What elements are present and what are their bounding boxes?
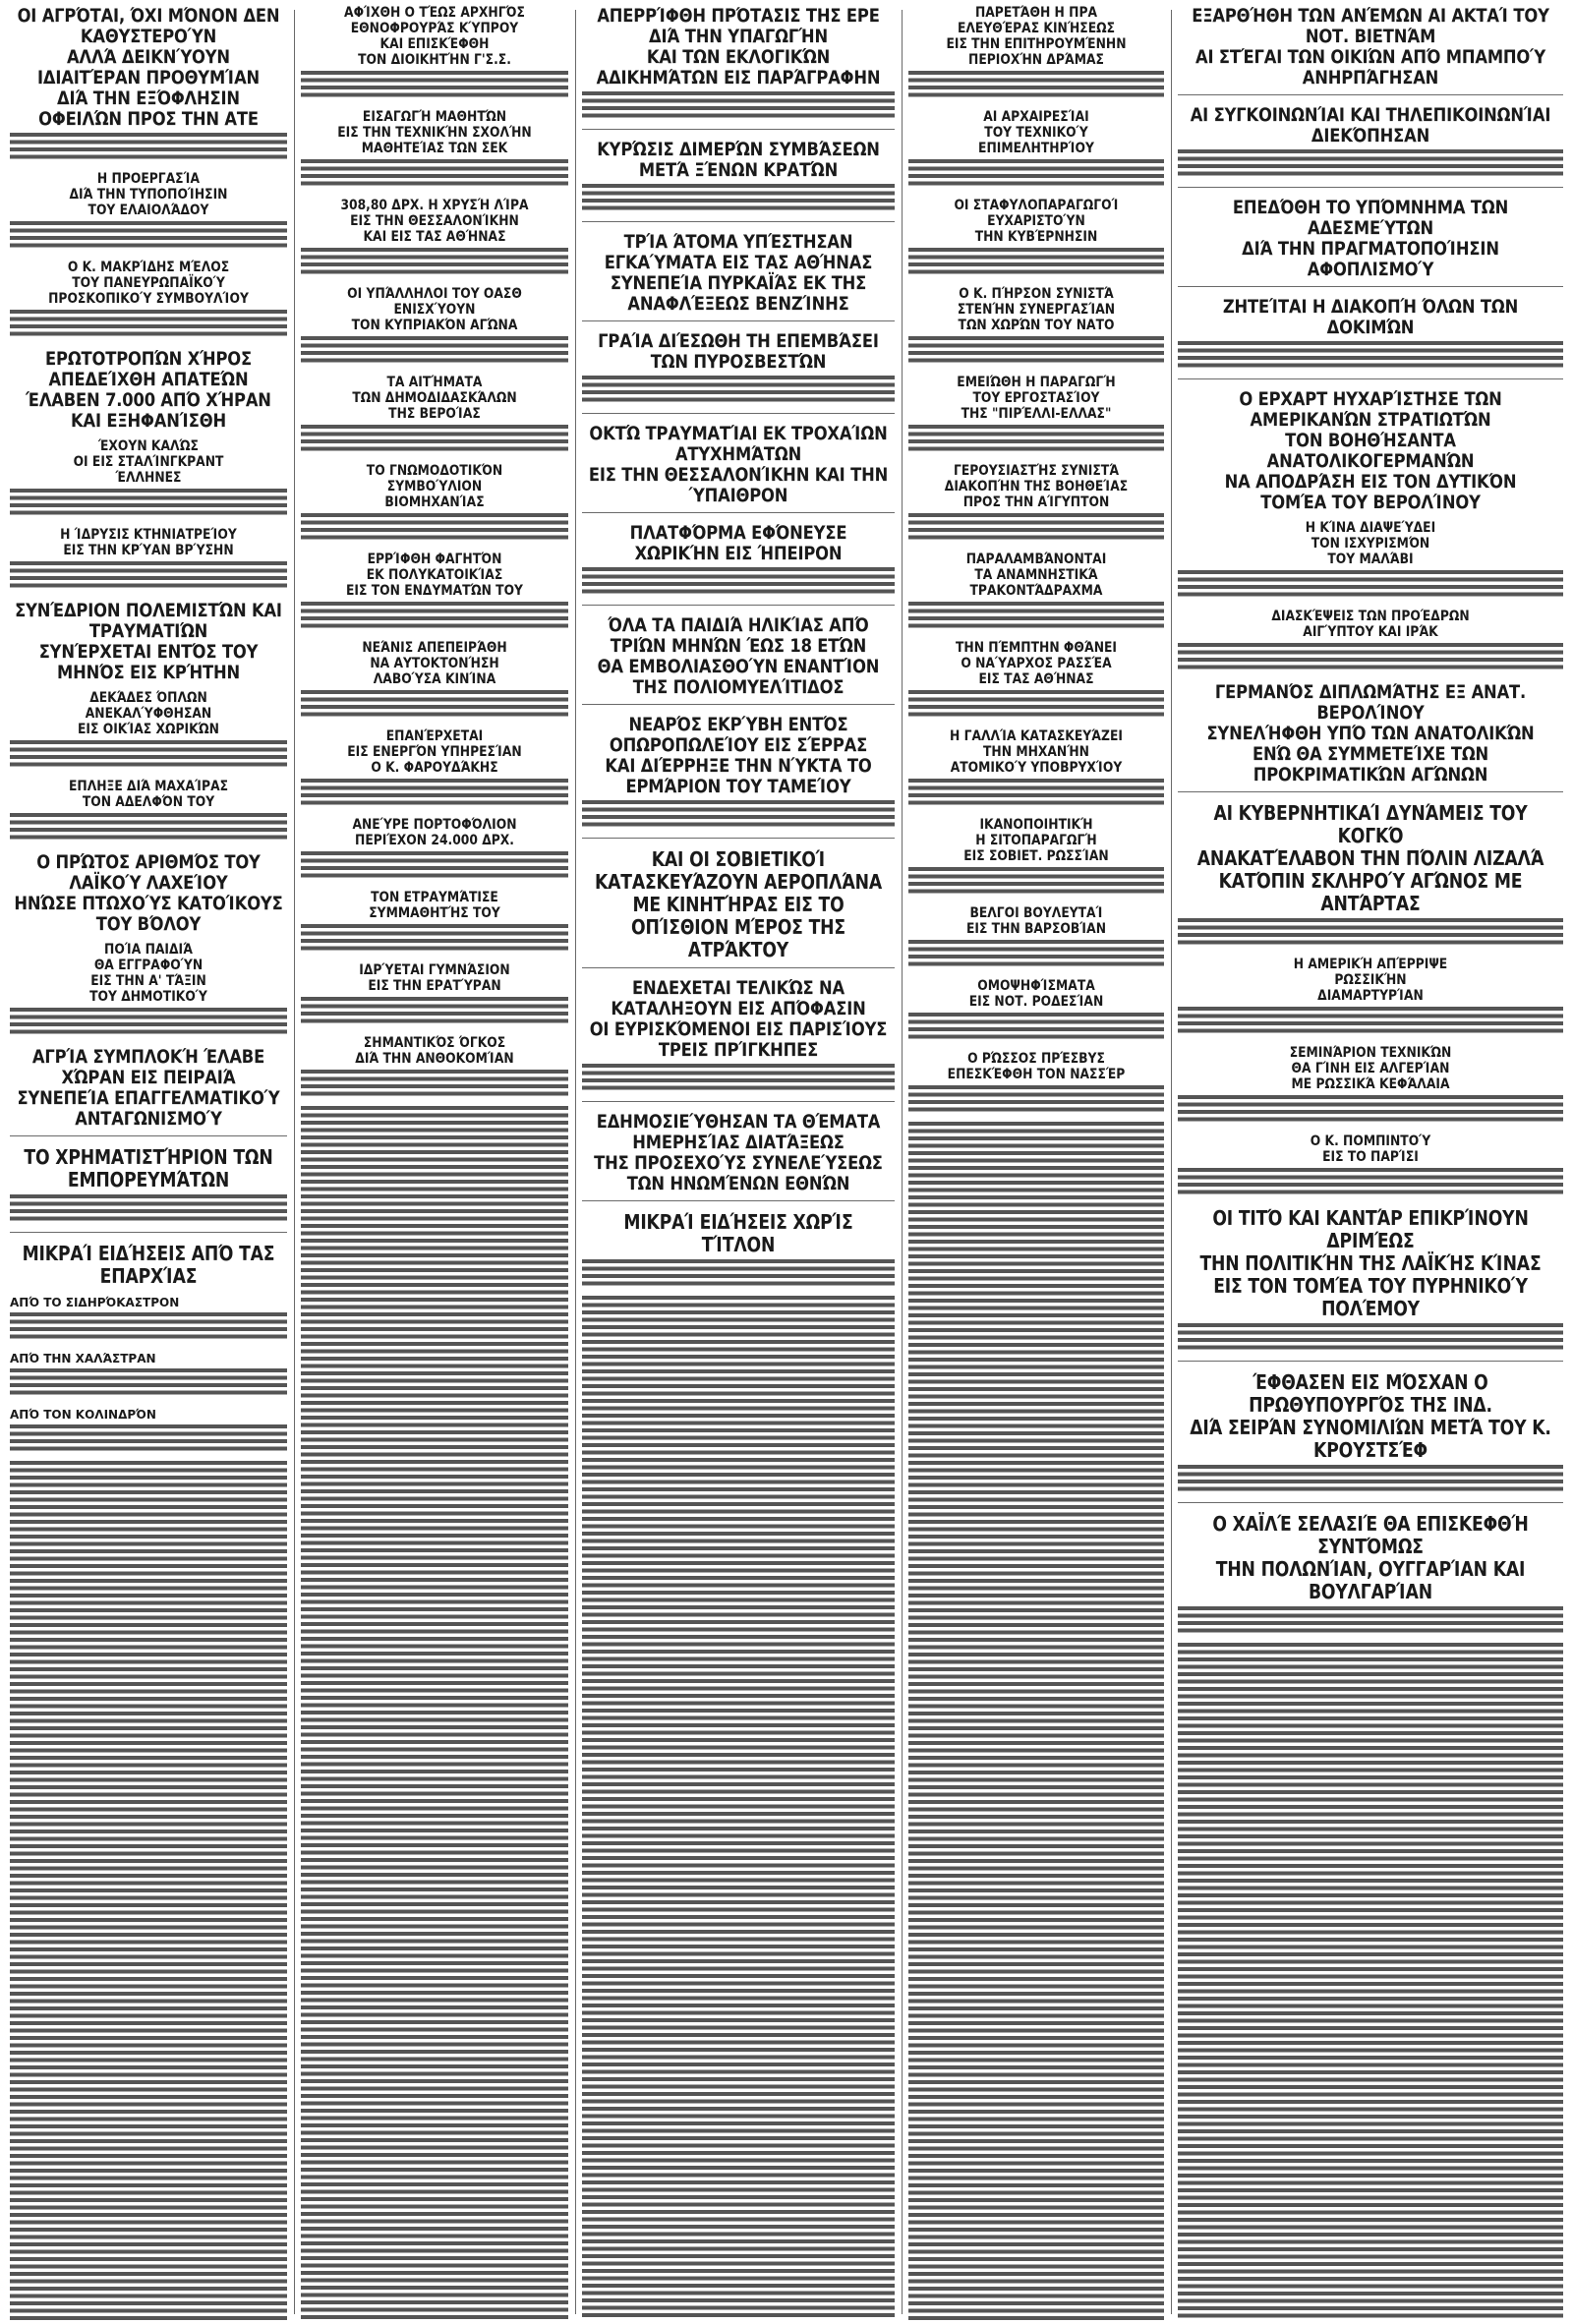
- subheadline: ΣΗΜΑΝΤΙΚΌΣ ΌΓΚΟΣ ΔΙΆ ΤΗΝ ΑΝΘΟΚΟΜΊΑΝ: [355, 1035, 514, 1067]
- subheadline: Η ΊΔΡΥΣΙΣ ΚΤΗΝΙΑΤΡΕΊΟΥ ΕΙΣ ΤΗΝ ΚΡΎΑΝ ΒΡΎΣΗΝ: [60, 527, 237, 558]
- article: [301, 0, 568, 104]
- headline: ΕΞΑΡΘΉΘΗ ΤΩΝ ΑΝΈΜΩΝ ΑΙ ΑΚΤΑΊ ΤΟΥ ΝΟΤ. ΒΙΕΤΝΆΜ ΑΙ ΣΤΈΓΑΙ ΤΩΝ ΟΙΚΙΏΝ ΑΠΌ ΜΠΑΜΠΟΎ ΑΝΗΡΠΆΓΗΣΑΝ: [1192, 5, 1549, 88]
- article: [908, 973, 1164, 1046]
- subheadline: ΕΡΡΊΦΘΗ ΦΑΓΗΤΌΝ ΕΚ ΠΟΛΥΚΑΤΟΙΚΊΑΣ ΕΙΣ ΤΟΝ ΕΝΔΥΜΑΤΏΝ ΤΟΥ: [346, 552, 523, 599]
- article: [908, 0, 1164, 104]
- article: [301, 104, 568, 193]
- article-body-text: [301, 1106, 568, 2320]
- story-divider: [1178, 791, 1563, 792]
- headline: Ο ΧΑΪΛΈ ΣΕΛΑΣΙΈ ΘΑ ΕΠΙΣΚΕΦΘΉ ΣΥΝΤΌΜΩΣ ΤΗΝ ΠΟΛΩΝΊΑΝ, ΟΥΓΓΑΡΊΑΝ ΚΑΙ ΒΟΥΛΓΑΡΊΑΝ: [1212, 1512, 1529, 1603]
- subheadline: ΓΕΡΟΥΣΙΑΣΤΉΣ ΣΥΝΙΣΤΆ ΔΙΑΚΟΠΉΝ ΤΗΣ ΒΟΗΘΕΊΑΣ ΠΡΟΣ ΤΗΝ ΑΊΓΥΠΤΟΝ: [944, 463, 1129, 510]
- subheadline: Ο ΡΏΣΣΟΣ ΠΡΈΣΒΥΣ ΕΠΕΣΚΈΦΘΗ ΤΟΝ ΝΑΣΣΈΡ: [947, 1051, 1126, 1082]
- subheadline: ΕΙΣΑΓΩΓΉ ΜΑΘΗΤΏΝ ΕΙΣ ΤΗΝ ΤΕΧΝΙΚΉΝ ΣΧΟΛΉΝ ΜΑΘΗΤΕΊΑΣ ΤΩΝ ΣΕΚ: [337, 109, 532, 156]
- article: [582, 1205, 895, 1293]
- article: [1178, 192, 1563, 282]
- subheadline: Ο Κ. ΠΟΜΠΙΝΤΟΎ ΕΙΣ ΤΟ ΠΑΡΊΣΙ: [1310, 1133, 1431, 1165]
- story-divider: [582, 512, 895, 513]
- article: [1178, 0, 1563, 90]
- article-body-text: [582, 91, 895, 121]
- article-body-text: [582, 184, 895, 213]
- article-body-text: [908, 867, 1164, 897]
- article-body-text: [10, 1008, 287, 1037]
- article-body-text: [301, 690, 568, 720]
- column-rule: [902, 10, 903, 2314]
- story-divider: [582, 838, 895, 839]
- story-divider: [1178, 378, 1563, 379]
- headline: ΑΠΕΡΡΊΦΘΗ ΠΡΌΤΑΣΙΣ ΤΗΣ ΕΡΕ ΔΙΆ ΤΗΝ ΥΠΑΓΩΓΉΝ ΚΑΙ ΤΩΝ ΕΚΛΟΓΙΚΏΝ ΑΔΙΚΗΜΆΤΩΝ ΕΙΣ ΠΑΡΆΓΡΑΦΗΝ: [596, 5, 881, 88]
- subheadline: Η ΑΜΕΡΙΚΉ ΑΠΈΡΡΙΨΕ ΡΩΣΣΙΚΉΝ ΔΙΑΜΑΡΤΥΡΊΑΝ: [1293, 957, 1448, 1004]
- headline: ΤΟ ΧΡΗΜΑΤΙΣΤΉΡΙΟΝ ΤΩΝ ΕΜΠΟΡΕΥΜΆΤΩΝ: [24, 1145, 273, 1191]
- article: [10, 774, 287, 846]
- article-body-text: [10, 1312, 287, 1342]
- article-body-text: [1178, 1606, 1563, 1636]
- article: [1178, 1365, 1563, 1498]
- story-divider: [582, 1101, 895, 1102]
- article-body-text: [1178, 149, 1563, 179]
- article: [301, 1030, 568, 1103]
- section-heading: ΑΠΌ ΤΟ ΣΙΔΗΡΌΚΑΣΤΡΟΝ: [10, 1296, 180, 1309]
- headline: ΌΛΑ ΤΑ ΠΑΙΔΙΆ ΗΛΙΚΊΑΣ ΑΠΌ ΤΡΙΏΝ ΜΗΝΏΝ ΈΩΣ 18 ΕΤΏΝ ΘΑ ΕΜΒΟΛΙΑΣΘΟΎΝ ΕΝΑΝΤΊΟΝ ΤΗΣ ΠΟΛΙΟΜΥΕΛΊΤΙΔΟΣ: [597, 614, 880, 698]
- headline: ΕΠΕΔΌΘΗ ΤΟ ΥΠΌΜΝΗΜΑ ΤΩΝ ΑΔΕΣΜΕΎΤΩΝ ΔΙΆ ΤΗΝ ΠΡΑΓΜΑΤΟΠΟΊΗΣΙΝ ΑΦΟΠΛΙΣΜΟΎ: [1232, 197, 1509, 280]
- headline: ΤΡΊΑ ΆΤΟΜΑ ΥΠΈΣΤΗΣΑΝ ΕΓΚΑΎΜΑΤΑ ΕΙΣ ΤΑΣ ΑΘΉΝΑΣ ΣΥΝΕΠΕΊΑ ΠΥΡΚΑΪΆΣ ΕΚ ΤΗΣ ΑΝΑΦΛΈΞΕΩΣ ΒΕΝΖΊΝΗΣ: [604, 231, 873, 315]
- subheadline: ΕΠΛΗΞΕ ΔΙΆ ΜΑΧΑΊΡΑΣ ΤΟΝ ΑΔΕΛΦΌΝ ΤΟΥ: [68, 779, 229, 810]
- article-body-text: [301, 924, 568, 954]
- article-body-text: [10, 1424, 287, 1454]
- story-divider: [1178, 1502, 1563, 1503]
- subheadline: ΠΑΡΕΤΆΘΗ Η ΠΡΑ ΕΛΕΥΘΈΡΑΣ ΚΙΝΉΣΕΩΣ ΕΙΣ ΤΗΝ ΕΠΙΤΗΡΟΥΜΈΝΗΝ ΠΕΡΙΟΧΉΝ ΔΡΆΜΑΣ: [946, 5, 1127, 68]
- article-body-text: [301, 602, 568, 631]
- story-divider: [582, 704, 895, 705]
- article: [10, 685, 287, 774]
- article: [10, 846, 287, 937]
- article-body-text: [1178, 643, 1563, 672]
- article: [582, 610, 895, 700]
- subheadline: ΝΕΆΝΙΣ ΑΠΕΠΕΙΡΆΘΗ ΝΑ ΑΥΤΟΚΤΟΝΉΣΗ ΛΑΒΟΎΣΑ ΚΙΝΊΝΑ: [362, 640, 507, 687]
- column-5: [1178, 0, 1563, 2324]
- article: [1178, 1201, 1563, 1357]
- article: [582, 0, 895, 125]
- article: [582, 972, 895, 1097]
- story-divider: [1178, 286, 1563, 287]
- column-3: [582, 0, 895, 2324]
- article-body-text: [908, 1013, 1164, 1042]
- article-body-text: [10, 221, 287, 251]
- article-body-text: [301, 513, 568, 543]
- article: [1178, 1507, 1563, 1640]
- subheadline: 308,80 ΔΡΧ. Η ΧΡΥΣΉ ΛΊΡΑ ΕΙΣ ΤΗΝ ΘΕΣΣΑΛΟΝΊΚΗΝ ΚΑΙ ΕΙΣ ΤΑΣ ΑΘΉΝΑΣ: [340, 198, 529, 245]
- article: [1178, 99, 1563, 183]
- article: [908, 193, 1164, 281]
- column-2: [301, 0, 568, 2324]
- subheadline: ΔΙΑΣΚΈΨΕΙΣ ΤΩΝ ΠΡΟΈΔΡΩΝ ΑΙΓΎΠΤΟΥ ΚΑΙ ΙΡΆΚ: [1271, 609, 1470, 640]
- headline: ΟΙ ΤΙΤΌ ΚΑΙ ΚΑΝΤΆΡ ΕΠΙΚΡΊΝΟΥΝ ΔΡΙΜΈΩΣ ΤΗΝ ΠΟΛΙΤΙΚΉΝ ΤΗΣ ΛΑΪΚΉΣ ΚΊΝΑΣ ΕΙΣ ΤΟΝ ΤΟΜΈΑ ΤΟΥ ΠΥΡΗΝΙΚΟΎ ΠΟΛΈΜΟΥ: [1199, 1206, 1542, 1320]
- subheadline: ΟΙ ΣΤΑΦΥΛΟΠΑΡΑΓΩΓΟΊ ΕΥΧΑΡΙΣΤΟΎΝ ΤΗΝ ΚΥΒΈΡΝΗΣΙΝ: [954, 198, 1119, 245]
- headline: ΕΡΩΤΟΤΡΟΠΏΝ ΧΉΡΟΣ ΑΠΕΔΕΊΧΘΗ ΑΠΑΤΕΏΝ ΈΛΑΒΕΝ 7.000 ΑΠΌ ΧΉΡΑΝ ΚΑΙ ΕΞΗΦΑΝΊΣΘΗ: [26, 348, 271, 432]
- article-body-text: [301, 248, 568, 277]
- article: [908, 724, 1164, 812]
- article-body-text: [908, 159, 1164, 189]
- story-divider: [10, 1232, 287, 1233]
- article-body-text: [301, 779, 568, 808]
- article-body-text: [908, 71, 1164, 100]
- article: [10, 522, 287, 595]
- article-body-text: [908, 1085, 1164, 1115]
- headline: ΈΦΘΑΣΕΝ ΕΙΣ ΜΌΣΧΑΝ Ο ΠΡΩΘΥΠΟΥΡΓΌΣ ΤΗΣ ΙΝΔ. ΔΙΆ ΣΕΙΡΆΝ ΣΥΝΟΜΙΛΙΏΝ ΜΕΤΆ ΤΟΥ Κ. ΚΡΟΥΣΤΣΈΦ: [1190, 1370, 1551, 1462]
- article: [301, 193, 568, 281]
- article: [1178, 796, 1563, 952]
- article-body-text: [301, 71, 568, 100]
- subheadline: Η ΠΡΟΕΡΓΑΣΊΑ ΔΙΆ ΤΗΝ ΤΥΠΟΠΟΊΗΣΙΝ ΤΟΥ ΕΛΑΙΟΛΆΔΟΥ: [69, 171, 228, 218]
- article: [1178, 1040, 1563, 1129]
- article: [1178, 383, 1563, 515]
- column-rule: [575, 10, 576, 2314]
- article-body-text: [582, 1259, 895, 1289]
- article-body-text: [301, 159, 568, 189]
- article-body-text: [301, 336, 568, 366]
- article: [582, 517, 895, 601]
- article: [908, 370, 1164, 458]
- article: [301, 812, 568, 885]
- column-rule: [1171, 10, 1172, 2314]
- article: [10, 255, 287, 343]
- article-body-text: [301, 1070, 568, 1099]
- subheadline: ΠΑΡΑΛΑΜΒΆΝΟΝΤΑΙ ΤΑ ΑΝΑΜΝΗΣΤΙΚΆ ΤΡΑΚΟΝΤΆΔΡΑΧΜΑ: [965, 552, 1107, 599]
- article-body-text: [908, 425, 1164, 454]
- article-body-text: [908, 940, 1164, 969]
- article-body-text: [1178, 1007, 1563, 1036]
- headline: ΑΙ ΚΥΒΕΡΝΗΤΙΚΑΊ ΔΥΝΆΜΕΙΣ ΤΟΥ ΚΟΓΚΌ ΑΝΑΚΑΤΈΛΑΒΟΝ ΤΗΝ ΠΌΛΙΝ ΛΙΖΑΛΆ ΚΑΤΌΠΙΝ ΣΚΛΗΡΟΎ ΑΓΏΝΟΣ ΜΕ ΑΝΤΆΡΤΑΣ: [1196, 801, 1544, 915]
- article-body-text: [1178, 570, 1563, 600]
- article-body-text: [1178, 341, 1563, 371]
- article-body-text: [10, 310, 287, 339]
- story-divider: [582, 967, 895, 968]
- article: [582, 325, 895, 409]
- article-body-text: [10, 1194, 287, 1224]
- article: [10, 1402, 287, 1458]
- article: [10, 1346, 287, 1402]
- story-divider: [582, 413, 895, 414]
- article-body-text: [1178, 1465, 1563, 1494]
- article: [301, 724, 568, 812]
- subheadline: ΒΕΛΓΟΙ ΒΟΥΛΕΥΤΑΊ ΕΙΣ ΤΗΝ ΒΑΡΣΟΒΊΑΝ: [965, 905, 1107, 937]
- article: [582, 418, 895, 508]
- article: [908, 458, 1164, 547]
- subheadline: ΟΜΟΨΗΦΊΣΜΑΤΑ ΕΙΣ ΝΟΤ. ΡΟΔΕΣΊΑΝ: [968, 978, 1104, 1010]
- article: [1178, 952, 1563, 1040]
- section-heading: ΑΠΌ ΤΟΝ ΚΟΛΙΝΔΡΌΝ: [10, 1408, 156, 1422]
- article: [1178, 604, 1563, 676]
- article: [10, 595, 287, 685]
- subheadline: ΔΕΚΆΔΕΣ ΌΠΛΩΝ ΑΝΕΚΑΛΎΦΘΗΣΑΝ ΕΙΣ ΟΙΚΊΑΣ ΧΩΡΙΚΏΝ: [78, 690, 219, 737]
- subheadline: ΑΝΕΎΡΕ ΠΟΡΤΟΦΌΛΙΟΝ ΠΕΡΙΈΧΟΝ 24.000 ΔΡΧ.: [352, 817, 517, 848]
- article: [301, 958, 568, 1030]
- subheadline: ΕΠΑΝΈΡΧΕΤΑΙ ΕΙΣ ΕΝΕΡΓΌΝ ΥΠΗΡΕΣΊΑΝ Ο Κ. ΦΑΡΟΥΔΆΚΗΣ: [347, 728, 522, 776]
- article: [10, 434, 287, 522]
- article: [10, 166, 287, 255]
- article-body-text: [1178, 918, 1563, 948]
- article: [10, 937, 287, 1041]
- story-divider: [1178, 187, 1563, 188]
- subheadline: ΑΙ ΑΡΧΑΙΡΕΣΊΑΙ ΤΟΥ ΤΕΧΝΙΚΟΎ ΕΠΙΜΕΛΗΤΗΡΊΟΥ: [978, 109, 1094, 156]
- subheadline: ΙΔΡΎΕΤΑΙ ΓΥΜΝΆΣΙΟΝ ΕΙΣ ΤΗΝ ΕΡΑΤΎΡΑΝ: [359, 962, 510, 994]
- article: [301, 635, 568, 724]
- story-divider: [582, 221, 895, 222]
- article-body-text: [301, 425, 568, 454]
- headline: ΣΥΝΈΔΡΙΟΝ ΠΟΛΕΜΙΣΤΏΝ ΚΑΙ ΤΡΑΥΜΑΤΙΏΝ ΣΥΝΈΡΧΕΤΑΙ ΕΝΤΌΣ ΤΟΥ ΜΗΝΌΣ ΕΙΣ ΚΡΉΤΗΝ: [15, 600, 282, 683]
- article: [301, 885, 568, 958]
- article-body-text: [582, 376, 895, 405]
- article: [908, 547, 1164, 635]
- article-body-text: [1178, 1168, 1563, 1197]
- headline: ΜΙΚΡΑΊ ΕΙΔΉΣΕΙΣ ΑΠΌ ΤΑΣ ΕΠΑΡΧΊΑΣ: [22, 1242, 275, 1288]
- subheadline: ΠΟΊΑ ΠΑΙΔΙΆ ΘΑ ΕΓΓΡΑΦΟΎΝ ΕΙΣ ΤΗΝ Α' ΤΆΞΙΝ ΤΟΥ ΔΗΜΟΤΙΚΟΎ: [89, 942, 207, 1005]
- article-body-text: [582, 567, 895, 597]
- article: [908, 812, 1164, 901]
- headline: ΕΔΗΜΟΣΙΕΎΘΗΣΑΝ ΤΑ ΘΈΜΑΤΑ ΗΜΕΡΗΣΊΑΣ ΔΙΑΤΆΞΕΩΣ ΤΗΣ ΠΡΟΣΕΧΟΎΣ ΣΥΝΕΛΕΎΣΕΩΣ ΤΩΝ ΗΝΩΜΈΝΩΝ ΕΘΝΏΝ: [594, 1111, 883, 1194]
- article: [10, 1237, 287, 1290]
- article-body-text: [1178, 1323, 1563, 1353]
- article: [1178, 1129, 1563, 1201]
- article-body-text: [1178, 1643, 1563, 2320]
- headline: ΟΚΤΏ ΤΡΑΥΜΑΤΊΑΙ ΕΚ ΤΡΟΧΑΊΩΝ ΑΤΥΧΗΜΆΤΩΝ ΕΙΣ ΤΗΝ ΘΕΣΣΑΛΟΝΊΚΗΝ ΚΑΙ ΤΗΝ ΎΠΑΙΘΡΟΝ: [588, 423, 889, 506]
- article: [1178, 676, 1563, 787]
- article-body-text: [10, 133, 287, 162]
- article-body-text: [10, 740, 287, 770]
- article-body-text: [908, 690, 1164, 720]
- article-body-text: [582, 1296, 895, 2320]
- article: [582, 709, 895, 834]
- article: [1178, 515, 1563, 604]
- article-body-text: [1178, 1095, 1563, 1125]
- article: [908, 1046, 1164, 1119]
- story-divider: [582, 605, 895, 606]
- headline: ΑΓΡΊΑ ΣΥΜΠΛΟΚΉ ΈΛΑΒΕ ΧΏΡΑΝ ΕΙΣ ΠΕΙΡΑΙΆ ΣΥΝΕΠΕΊΑ ΕΠΑΓΓΕΛΜΑΤΙΚΟΎ ΑΝΤΑΓΩΝΙΣΜΟΎ: [17, 1046, 280, 1130]
- headline: ΓΕΡΜΑΝΌΣ ΔΙΠΛΩΜΆΤΗΣ ΕΞ ΑΝΑΤ. ΒΕΡΟΛΊΝΟΥ ΣΥΝΕΛΉΦΘΗ ΥΠΌ ΤΩΝ ΑΝΑΤΟΛΙΚΏΝ ΕΝΏ ΘΑ ΣΥΜΜΕΤΕΊΧΕ ΤΩΝ ΠΡΟΚΡΙΜΑΤΙΚΏΝ ΑΓΏΝΩΝ: [1206, 681, 1535, 785]
- subheadline: ΤΟΝ ΕΤΡΑΥΜΆΤΙΣΕ ΣΥΜΜΑΘΗΤΉΣ ΤΟΥ: [369, 890, 500, 921]
- headline: ΚΑΙ ΟΙ ΣΟΒΙΕΤΙΚΟΊ ΚΑΤΑΣΚΕΥΆΖΟΥΝ ΑΕΡΟΠΛΆΝΑ ΜΕ ΚΙΝΗΤΉΡΑΣ ΕΙΣ ΤΟ ΟΠΊΣΘΙΟΝ ΜΈΡΟΣ ΤΗΣ ΑΤΡΆΚΤΟΥ: [594, 847, 883, 961]
- article: [908, 281, 1164, 370]
- article-body-text: [582, 800, 895, 830]
- headline: Ο ΕΡΧΑΡΤ ΗΥΧΑΡΊΣΤΗΣΕ ΤΩΝ ΑΜΕΡΙΚΑΝΏΝ ΣΤΡΑΤΙΩΤΏΝ ΤΟΝ ΒΟΗΘΉΣΑΝΤΑ ΑΝΑΤΟΛΙΚΟΓΕΡΜΑΝΏΝ ΝΑ ΑΠΟΔΡΆΣΗ ΕΙΣ ΤΟΝ ΔΥΤΙΚΌΝ ΤΟΜΈΑ ΤΟΥ ΒΕΡΟΛΊΝΟΥ: [1224, 388, 1517, 513]
- headline: Ο ΠΡΏΤΟΣ ΑΡΙΘΜΌΣ ΤΟΥ ΛΑΪΚΟΎ ΛΑΧΕΊΟΥ ΗΝΏΣΕ ΠΤΩΧΟΎΣ ΚΑΤΟΊΚΟΥΣ ΤΟΥ ΒΌΛΟΥ: [14, 851, 283, 935]
- article-body-text: [908, 1122, 1164, 2320]
- column-4: [908, 0, 1164, 2324]
- subheadline: ΙΚΑΝΟΠΟΙΗΤΙΚΉ Η ΣΙΤΟΠΑΡΑΓΩΓΉ ΕΙΣ ΣΟΒΙΕΤ. ΡΩΣΣΊΑΝ: [963, 817, 1109, 864]
- column-rule: [294, 10, 295, 2314]
- subheadline: ΤΑ ΑΙΤΉΜΑΤΑ ΤΩΝ ΔΗΜΟΔΙΔΑΣΚΆΛΩΝ ΤΗΣ ΒΕΡΟΊΑΣ: [352, 375, 517, 422]
- article-body-text: [10, 489, 287, 518]
- headline: ΟΙ ΑΓΡΌΤΑΙ, ΌΧΙ ΜΌΝΟΝ ΔΕΝ ΚΑΘΥΣΤΕΡΟΎΝ ΑΛΛΆ ΔΕΙΚΝΎΟΥΝ ΙΔΙΑΙΤΈΡΑΝ ΠΡΟΘΥΜΊΑΝ ΔΙΆ ΤΗΝ ΕΞΌΦΛΗΣΙΝ ΟΦΕΙΛΏΝ ΠΡΟΣ ΤΗΝ ΑΤΕ: [17, 5, 280, 130]
- article-body-text: [10, 1368, 287, 1398]
- article: [582, 842, 895, 963]
- article: [582, 226, 895, 317]
- article: [10, 1290, 287, 1346]
- article-body-text: [301, 997, 568, 1026]
- section-heading: ΑΠΌ ΤΗΝ ΧΑΛΆΣΤΡΑΝ: [10, 1352, 156, 1365]
- headline: ΚΥΡΏΣΙΣ ΔΙΜΕΡΏΝ ΣΥΜΒΆΣΕΩΝ ΜΕΤΆ ΞΈΝΩΝ ΚΡΑΤΏΝ: [597, 139, 880, 181]
- headline: ΓΡΑΊΑ ΔΙΈΣΩΘΗ ΤΗ ΕΠΕΜΒΆΣΕΙ ΤΩΝ ΠΥΡΟΣΒΕΣΤΏΝ: [598, 330, 879, 373]
- story-divider: [1178, 94, 1563, 95]
- article: [582, 134, 895, 217]
- article: [301, 281, 568, 370]
- article: [10, 343, 287, 434]
- headline: ΑΙ ΣΥΓΚΟΙΝΩΝΊΑΙ ΚΑΙ ΤΗΛΕΠΙΚΟΙΝΩΝΊΑΙ ΔΙΕΚΌΠΗΣΑΝ: [1190, 104, 1551, 146]
- subheadline: ΤΟ ΓΝΩΜΟΔΟΤΙΚΌΝ ΣΥΜΒΟΎΛΙΟΝ ΒΙΟΜΗΧΑΝΊΑΣ: [366, 463, 503, 510]
- subheadline: ΑΦΊΧΘΗ Ο ΤΈΩΣ ΑΡΧΗΓΌΣ ΕΘΝΟΦΡΟΥΡΆΣ ΚΎΠΡΟΥ ΚΑΙ ΕΠΙΣΚΈΦΘΗ ΤΟΝ ΔΙΟΙΚΗΤΉΝ Γ'Σ.Σ.: [344, 5, 525, 68]
- article: [1178, 291, 1563, 375]
- article: [301, 370, 568, 458]
- subheadline: ΤΗΝ ΠΈΜΠΤΗΝ ΦΘΆΝΕΙ Ο ΝΑΎΑΡΧΟΣ ΡΑΣΣΈΑ ΕΙΣ ΤΑΣ ΑΘΉΝΑΣ: [955, 640, 1118, 687]
- article-body-text: [582, 1064, 895, 1093]
- headline: ΖΗΤΕΊΤΑΙ Η ΔΙΑΚΟΠΉ ΌΛΩΝ ΤΩΝ ΔΟΚΙΜΏΝ: [1222, 296, 1519, 338]
- headline: ΠΛΑΤΦΌΡΜΑ ΕΦΌΝΕΥΣΕ ΧΩΡΙΚΉΝ ΕΙΣ ΉΠΕΙΡΟΝ: [629, 522, 847, 564]
- article-body-text: [908, 248, 1164, 277]
- article: [10, 0, 287, 166]
- headline: ΜΙΚΡΑΊ ΕΙΔΉΣΕΙΣ ΧΩΡΊΣ ΤΊΤΛΟΝ: [623, 1210, 853, 1256]
- subheadline: Ο Κ. ΜΑΚΡΊΔΗΣ ΜΈΛΟΣ ΤΟΥ ΠΑΝΕΥΡΩΠΑΪΚΟΎ ΠΡΟΣΚΟΠΙΚΟΎ ΣΥΜΒΟΥΛΊΟΥ: [48, 260, 249, 307]
- story-divider: [582, 129, 895, 130]
- article-body-text: [908, 779, 1164, 808]
- story-divider: [582, 1200, 895, 1201]
- article: [301, 458, 568, 547]
- article: [582, 1106, 895, 1196]
- subheadline: Η ΓΑΛΛΊΑ ΚΑΤΑΣΚΕΥΆΖΕΙ ΤΗΝ ΜΗΧΑΝΉΝ ΑΤΟΜΙΚΟΎ ΥΠΟΒΡΥΧΊΟΥ: [950, 728, 1123, 776]
- subheadline: ΕΜΕΙΏΘΗ Η ΠΑΡΑΓΩΓΉ ΤΟΥ ΕΡΓΟΣΤΑΣΊΟΥ ΤΗΣ "ΠΙΡΈΛΛΙ-ΕΛΛΑΣ": [957, 375, 1116, 422]
- article-body-text: [908, 602, 1164, 631]
- story-divider: [582, 320, 895, 321]
- article: [10, 1140, 287, 1228]
- article-body-text: [908, 336, 1164, 366]
- article: [10, 1041, 287, 1132]
- headline: ΕΝΔΕΧΕΤΑΙ ΤΕΛΙΚΏΣ ΝΑ ΚΑΤΑΛΗΞΟΥΝ ΕΙΣ ΑΠΌΦΑΣΙΝ ΟΙ ΕΥΡΙΣΚΌΜΕΝΟΙ ΕΙΣ ΠΑΡΙΣΊΟΥΣ ΤΡΕΙΣ ΠΡΊΓΚΗΠΕΣ: [589, 977, 888, 1061]
- story-divider: [10, 1135, 287, 1136]
- article-body-text: [301, 851, 568, 881]
- article: [908, 901, 1164, 973]
- article-body-text: [10, 1461, 287, 2320]
- article: [908, 635, 1164, 724]
- headline: ΝΕΑΡΌΣ ΕΚΡΎΒΗ ΕΝΤΌΣ ΟΠΩΡΟΠΩΛΕΊΟΥ ΕΙΣ ΣΈΡΡΑΣ ΚΑΙ ΔΙΈΡΡΗΞΕ ΤΗΝ ΝΎΚΤΑ ΤΟ ΕΡΜΆΡΙΟΝ ΤΟΥ ΤΑΜΕΊΟΥ: [605, 714, 872, 797]
- subheadline: ΈΧΟΥΝ ΚΑΛΏΣ ΟΙ ΕΙΣ ΣΤΑΛΊΝΓΚΡΑΝΤ ΈΛΛΗΝΕΣ: [73, 438, 224, 486]
- article-body-text: [908, 513, 1164, 543]
- article-body-text: [10, 561, 287, 591]
- subheadline: Η ΚΊΝΑ ΔΙΑΨΕΎΔΕΙ ΤΟΝ ΙΣΧΥΡΙΣΜΌΝ ΤΟΥ ΜΑΛΆΒΙ: [1305, 520, 1436, 567]
- subheadline: Ο Κ. ΠΉΡΣΟΝ ΣΥΝΙΣΤΆ ΣΤΕΝΉΝ ΣΥΝΕΡΓΑΣΊΑΝ ΤΩΝ ΧΩΡΏΝ ΤΟΥ ΝΑΤΟ: [957, 286, 1116, 333]
- subheadline: ΟΙ ΥΠΆΛΛΗΛΟΙ ΤΟΥ ΟΑΣΘ ΕΝΙΣΧΎΟΥΝ ΤΟΝ ΚΥΠΡΙΑΚΌΝ ΑΓΏΝΑ: [347, 286, 522, 333]
- story-divider: [1178, 1361, 1563, 1362]
- article-body-text: [10, 813, 287, 842]
- column-1: [10, 0, 287, 2324]
- subheadline: ΣΕΜΙΝΆΡΙΟΝ ΤΕΧΝΙΚΏΝ ΘΑ ΓΊΝΗ ΕΙΣ ΑΛΓΕΡΊΑΝ ΜΕ ΡΩΣΣΙΚΆ ΚΕΦΆΛΑΙΑ: [1289, 1045, 1452, 1092]
- article: [908, 104, 1164, 193]
- article: [301, 547, 568, 635]
